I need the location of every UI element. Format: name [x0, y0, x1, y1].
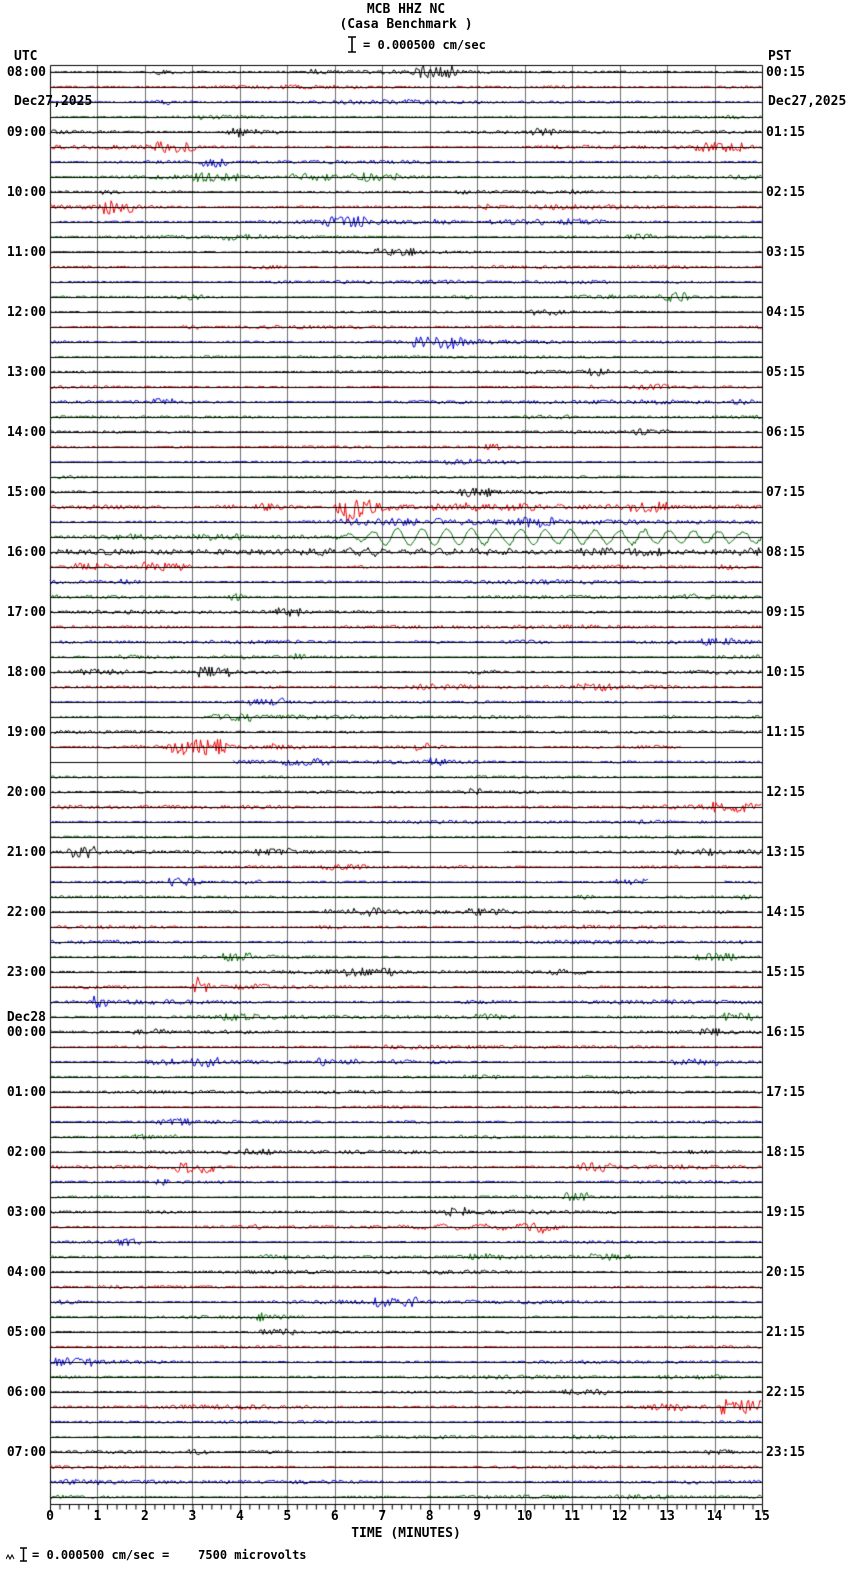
axis-tick-label: 13 [659, 1509, 675, 1524]
utc-hour-label: 11:00 [6, 245, 46, 260]
utc-hour-label: 23:00 [6, 965, 46, 980]
pst-hour-label: 19:15 [766, 1205, 806, 1220]
scale-legend [347, 36, 486, 53]
utc-hour-label: 05:00 [6, 1325, 46, 1340]
utc-hour-label: 22:00 [6, 905, 46, 920]
pst-hour-label: 12:15 [766, 785, 806, 800]
axis-tick-label: 8 [425, 1509, 434, 1524]
pst-hour-label: 17:15 [766, 1085, 806, 1100]
footer-scale-text: = 0.000500 cm/sec = 7500 microvolts [32, 1547, 307, 1562]
utc-hour-label: 03:00 [6, 1205, 46, 1220]
utc-hour-label: 07:00 [6, 1445, 46, 1460]
pst-hour-label: 16:15 [766, 1025, 806, 1040]
axis-tick-label: 9 [473, 1509, 482, 1524]
axis-tick-label: 5 [283, 1509, 292, 1524]
utc-hour-label: 21:00 [6, 845, 46, 860]
utc-hour-label: 04:00 [6, 1265, 46, 1280]
pst-hour-label: 18:15 [766, 1145, 806, 1160]
pst-hour-label: 23:15 [766, 1445, 806, 1460]
utc-hour-label: 15:00 [6, 485, 46, 500]
scale-bar-icon [19, 1547, 28, 1562]
axis-tick-label: 6 [330, 1509, 339, 1524]
utc-hour-label: 17:00 [6, 605, 46, 620]
utc-hour-label: 20:00 [6, 785, 46, 800]
pst-hour-label: 00:15 [766, 65, 806, 80]
utc-hour-label: 10:00 [6, 185, 46, 200]
utc-hour-label: 02:00 [6, 1145, 46, 1160]
axis-tick-label: 11 [564, 1509, 580, 1524]
utc-hour-label: 19:00 [6, 725, 46, 740]
axis-tick-label: 3 [188, 1509, 197, 1524]
pst-hour-label: 13:15 [766, 845, 806, 860]
axis-tick-label: 15 [754, 1509, 770, 1524]
utc-hour-label: 16:00 [6, 545, 46, 560]
footer-scale-note [6, 1547, 307, 1562]
pst-hour-label: 05:15 [766, 365, 806, 380]
scale-legend-text: = 0.000500 cm/sec [363, 37, 486, 52]
pst-hour-label: 03:15 [766, 245, 806, 260]
utc-hour-label: Dec28 00:00 [6, 1010, 46, 1040]
axis-tick-label: 10 [516, 1509, 533, 1524]
utc-hour-label: 13:00 [6, 365, 46, 380]
station-title: MCB HHZ NC [366, 2, 446, 17]
utc-hour-label: 12:00 [6, 305, 46, 320]
pst-hour-label: 01:15 [766, 125, 806, 140]
pst-tz-label: PST [768, 49, 792, 64]
utc-hour-label: 06:00 [6, 1385, 46, 1400]
pst-hour-label: 20:15 [766, 1265, 806, 1280]
pst-date: Dec27,2025 [768, 94, 847, 109]
pst-hour-label: 08:15 [766, 545, 806, 560]
utc-hour-label: 09:00 [6, 125, 46, 140]
utc-hour-label: 08:00 [6, 65, 46, 80]
axis-tick-label: 12 [611, 1509, 628, 1524]
axis-tick-label: 7 [378, 1509, 387, 1524]
pst-hour-label: 07:15 [766, 485, 806, 500]
utc-tz-label: UTC [14, 49, 38, 64]
axis-tick-label: 0 [46, 1509, 54, 1524]
utc-hour-label: 18:00 [6, 665, 46, 680]
utc-hour-label: 14:00 [6, 425, 46, 440]
pst-hour-label: 10:15 [766, 665, 806, 680]
scale-bar-icon [347, 36, 357, 53]
pst-hour-label: 09:15 [766, 605, 806, 620]
utc-date: Dec27,2025 [14, 94, 93, 109]
pst-hour-label: 14:15 [766, 905, 806, 920]
pst-hour-label: 06:15 [766, 425, 806, 440]
utc-hour-label: 01:00 [6, 1085, 46, 1100]
pst-hour-label: 22:15 [766, 1385, 806, 1400]
axis-tick-label: 4 [235, 1509, 244, 1524]
axis-tick-label: 14 [706, 1509, 723, 1524]
wiggle-icon [6, 1553, 15, 1561]
axis-tick-label: 2 [141, 1509, 149, 1524]
axis-title: TIME (MINUTES) [351, 1526, 461, 1541]
pst-hour-label: 21:15 [766, 1325, 806, 1340]
station-subtitle: (Casa Benchmark ) [339, 17, 473, 32]
pst-hour-label: 15:15 [766, 965, 806, 980]
pst-hour-label: 02:15 [766, 185, 806, 200]
pst-hour-label: 11:15 [766, 725, 806, 740]
pst-hour-label: 04:15 [766, 305, 806, 320]
axis-tick-label: 1 [93, 1509, 102, 1524]
